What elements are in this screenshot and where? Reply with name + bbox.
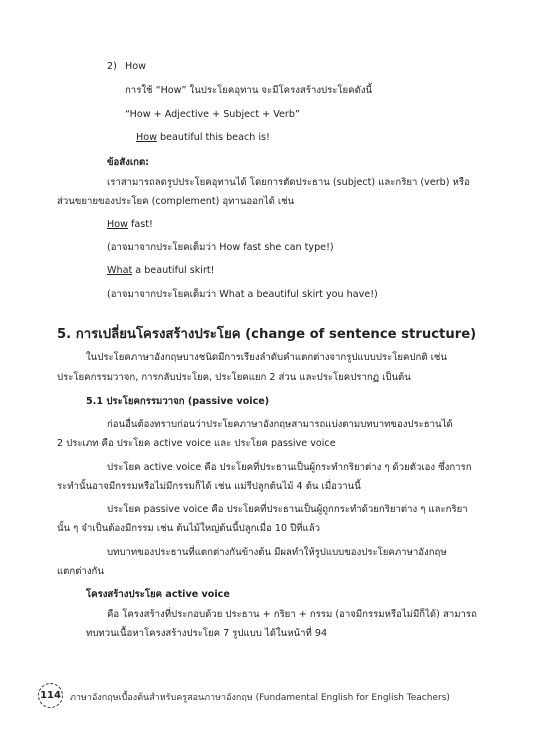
note-example-1-keyword: How bbox=[107, 219, 128, 230]
note-example-2-explanation: (อาจมาจากประโยคเต็มว่า What a beautiful skirt you have!) bbox=[107, 289, 378, 300]
section-5-paragraph-line-1: ในประโยคภาษาอังกฤษบางชนิดมีการเรียงลำดับคำแตกต่างจากรูปแบบประโยคปกติ เช่น bbox=[86, 352, 447, 363]
section-5-1-p3-line-1: ประโยค passive voice คือ ประโยคที่ประธานเป็นผู้ถูกกระทำด้วยกริยาต่าง ๆ และกริยา bbox=[107, 504, 468, 515]
section-5-1-title: 5.1 ประโยคกรรมวาจก (passive voice) bbox=[86, 396, 270, 407]
active-voice-line-2: ทบทวนเนื้อหาโครงสร้างประโยค 7 รูปแบบ ได้ในหน้าที่ 94 bbox=[86, 628, 328, 639]
section-5-1-p1-line-1: ก่อนอื่นต้องทราบก่อนว่าประโยคภาษาอังกฤษสามารถแบ่งตามบทบาทของประธานได้ bbox=[107, 419, 453, 430]
active-voice-heading: โครงสร้างประโยค active voice bbox=[86, 589, 230, 600]
section-5-1-p3-line-2: นั้น ๆ จำเป็นต้องมีกรรม เช่น ต้นไม้ใหญ่ต้นนี้ปลูกเมื่อ 10 ปีที่แล้ว bbox=[57, 523, 320, 534]
how-example-rest: beautiful this beach is! bbox=[156, 132, 270, 143]
section-5-1-p4-line-1: บทบาทของประธานที่แตกต่างกันข้างต้น มีผลทำให้รูปแบบของประโยคภาษาอังกฤษ bbox=[107, 547, 447, 558]
how-usage-text: การใช้ “How” ในประโยคอุทาน จะมีโครงสร้างประโยคดังนี้ bbox=[125, 85, 373, 96]
note-example-2-keyword: What bbox=[107, 265, 133, 276]
footer-book-title: ภาษาอังกฤษเบื้องต้นสำหรับครูสอนภาษาอังกฤษ (Fundamental English for English Teachers) bbox=[70, 693, 450, 703]
list-title: How bbox=[125, 61, 146, 72]
note-line-2: ส่วนขยายของประโยค (complement) อุทานออกได้ เช่น bbox=[57, 196, 295, 207]
page-number-badge bbox=[38, 683, 63, 708]
note-example-1-explanation: (อาจมาจากประโยคเต็มว่า How fast she can type!) bbox=[107, 242, 334, 253]
note-heading: ข้อสังเกต: bbox=[107, 157, 150, 168]
section-5-paragraph-line-2: ประโยคกรรมวาจก, การกลับประโยค, ประโยคแยก 2 ส่วน และประโยคปรากฏ เป็นต้น bbox=[57, 372, 411, 383]
note-line-1: เราสามารถลดรูปประโยคอุทานได้ โดยการตัดประธาน (subject) และกริยา (verb) หรือ bbox=[107, 177, 470, 188]
note-example-1 bbox=[107, 218, 153, 231]
page-number: 114 bbox=[40, 690, 61, 701]
list-number: 2) bbox=[107, 61, 117, 72]
section-5-1-p4-line-2: แตกต่างกัน bbox=[57, 566, 104, 577]
note-example-2 bbox=[107, 264, 215, 277]
active-voice-line-1: คือ โครงสร้างที่ประกอบด้วย ประธาน + กริยา + กรรม (อาจมีกรรมหรือไม่มีก็ได้) สามารถ bbox=[107, 609, 477, 620]
note-example-2-rest: a beautiful skirt! bbox=[132, 265, 215, 276]
how-example-keyword: How bbox=[136, 132, 157, 143]
section-5-1-p2-line-1: ประโยค active voice คือ ประโยคที่ประธานเป็นผู้กระทำกริยาต่าง ๆ ด้วยตัวเอง ซึ่งการก bbox=[107, 462, 472, 473]
note-example-1-rest: fast! bbox=[127, 219, 153, 230]
section-5-1-p2-line-2: ระทำนั้นอาจมีกรรมหรือไม่มีกรรมก็ได้ เช่น แม่รีปลูกต้นไม้ 4 ต้น เมื่อวานนี้ bbox=[57, 481, 361, 492]
how-formula: “How + Adjective + Subject + Verb” bbox=[125, 109, 300, 120]
how-example bbox=[136, 131, 270, 144]
section-5-1-p1-line-2: 2 ประเภท คือ ประโยค active voice และ ประโยค passive voice bbox=[57, 438, 336, 449]
section-5-title: 5. การเปลี่ยนโครงสร้างประโยค (change of sentence structure) bbox=[57, 327, 477, 342]
